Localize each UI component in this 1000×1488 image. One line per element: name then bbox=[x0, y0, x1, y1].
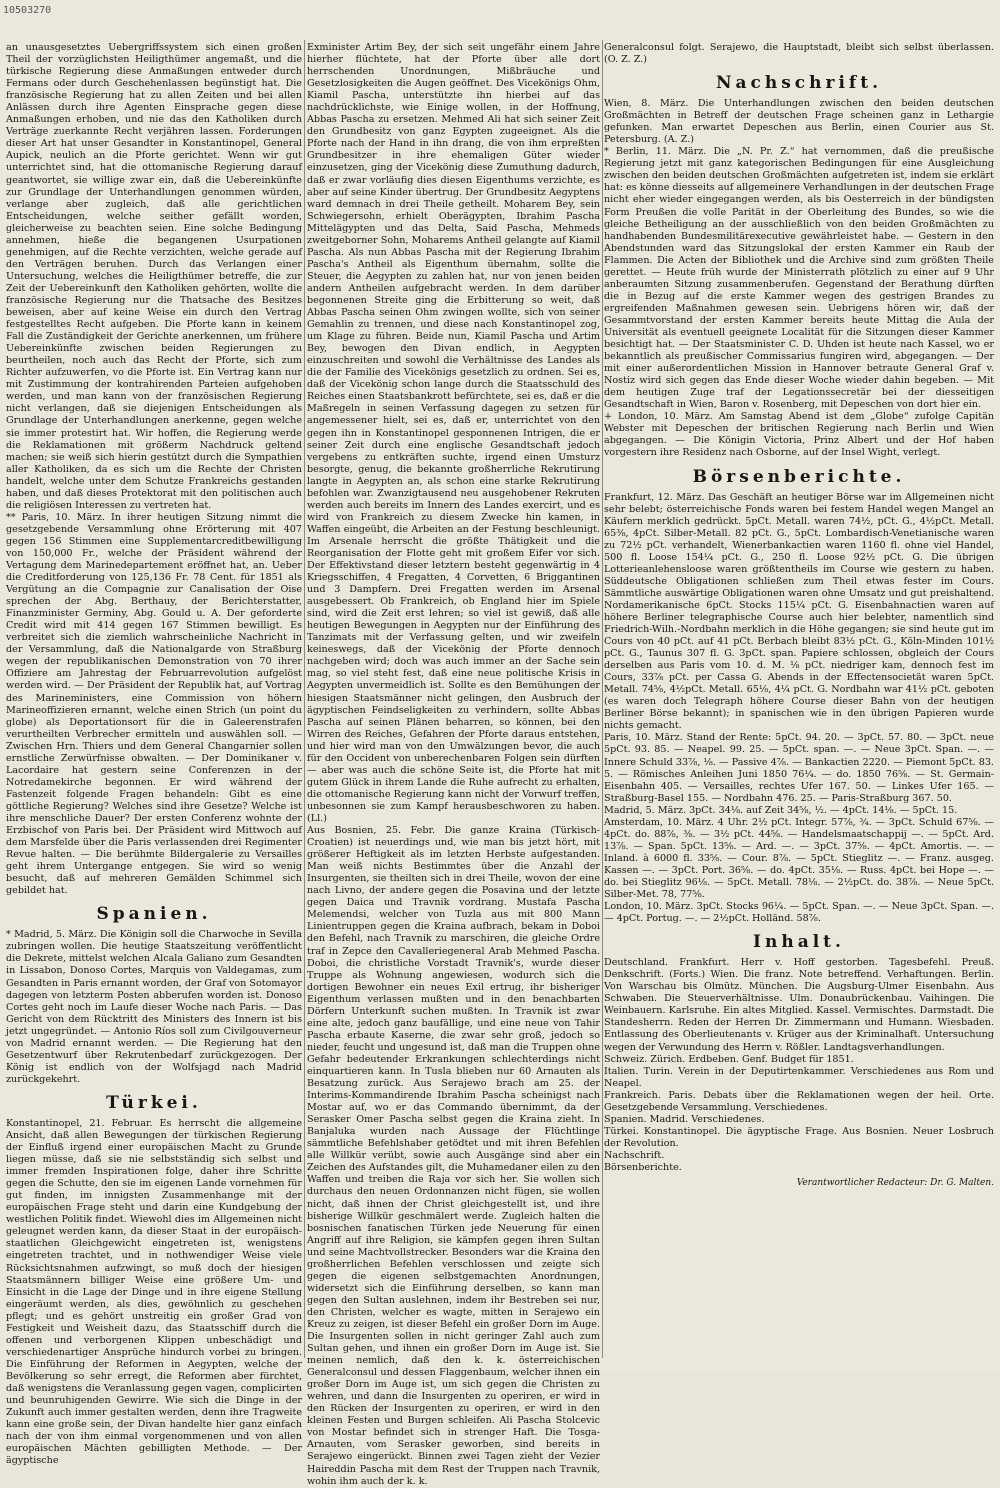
contents-entry: Türkei. Konstantinopel. Die ägyptische Frage. Aus Bosnien. Neuer Losbruch der Revolution. bbox=[604, 1125, 994, 1149]
article-paragraph: Generalconsul folgt. Serajewo, die Hauptstadt, bleibt sich selbst überlassen. (O. Z. Z.) bbox=[604, 42, 994, 66]
page-id: 10503270 bbox=[3, 5, 52, 16]
section-heading-inhalt: Inhalt. bbox=[753, 932, 845, 953]
editor-footer: Verantwortlicher Redacteur: Dr. G. Malten. bbox=[796, 1178, 994, 1189]
contents-entry: Börsenberichte. bbox=[604, 1161, 682, 1173]
column-3 bbox=[604, 42, 994, 1358]
contents-entry: Frankreich. Paris. Debats über die Reklamationen wegen der heil. Orte. Gesetzgebende Versammlung. Verschiedenes. bbox=[604, 1089, 994, 1113]
market-amsterdam: Amsterdam, 10. März. 4 Uhr. 2½ pCt. Integr. 57⅞, ¾. — 3pCt. Schuld 67⅝. — 4pCt. do. 88⅞, ⅜. — 3½ pCt. 44⅝. — Handelsmaatschappij —. — 5pCt. Ard. 13⅞. — Span. 5pCt. 13⅝. — Ard. —. — 3pCt. 37⅝. — 4pCt. Amortis. —. — Inland. à 6000 fl. 33⅝. — Cour. 8⅞. — 5pCt. Stieglitz —. — Franz. ausgeg. Kassen —. — 3pCt. Port. 36⅝. — do. 4pCt. 35⅛. — Russ. 4pCt. bei Hope —. — do. bei Stieglitz 96⅛. — 5pCt. Metall. 78⅛. — 2½pCt. do. 38⅞. — Neue 5pCt. Silber-Met. 78, 77⅝. bbox=[604, 816, 994, 901]
market-frankfurt: Frankfurt, 12. März. Das Geschäft an heutiger Börse war im Allgemeinen nicht sehr belebt; österreichische Fonds waren bei festem Handel wegen Mangel an Käufern merklich gedrückt. 5pCt. Metall. waren 74½, pCt. G., 4½pCt. Metall. 65⅜, 4pCt. Silber-Metall. 82 pCt. G., 5pCt. Lombardisch-Venetianische waren zu 72½ pCt. verhandelt, Wienerbankactien waren 1160 fl. ohne viel Handel, 500 fl. Loose 154¼ pCt. G., 250 fl. Loose 92½ pCt. G. Die übrigen Lotterieanlehensloose waren größtentheils im Course wie gestern zu haben. Süddeutsche Obligationen schließen zum Theil etwas fester im Cours. Sämmtliche auswärtige Obligationen waren ohne Umsatz und gut preishaltend. Nordamerikanische 6pCt. Stocks 115¼ pCt. G. Eisenbahnactien waren auf höhere Berliner telegraphische Course auch hier belebter, namentlich sind Friedrich-Wilh.-Nordbahn merklich in die Höhe gegangen; sie sind heute gut im Cours von 40 pCt. auf 41 pCt. Berbach bleibt 83½ pCt. G., Köln-Minden 101½ pCt. G., Taunus 307 fl. G. 3pCt. span. Papiere schlossen, obgleich der Cours derselben aus Paris vom 10. d. M. ⅛ pCt. niedriger kam, dennoch fest im Cours, 33⅞ pCt. per Cassa G. Abends in der Effectensocietät waren 5pCt. Metall. 74⅝, 4½pCt. Metall. 65⅛, 4¼ pCt. G. Nordbahn war 41½ pCt. geboten (es waren doch Telegraph höhere Course dieser Bahn von der heutigen Berliner Börse bekannt); in spanischen wie in den übrigen Papieren wurde nichts gemacht. bbox=[604, 491, 994, 732]
article-paris: ** Paris, 10. März. In ihrer heutigen Sitzung nimmt die gesetzgebende Versammlung ohne Erörterung mit 407 gegen 156 Stimmen eine Supplementarcreditbewilligung von 150,000 Fr., welche der Präsident während der Vertagung dem Marinedepartement eröffnet hat, an. Ueber die Creditforderung von 125,136 Fr. 78 Cent. für 1851 als Vergütung an die Compagnie zur Canalisation der Oise sprechen der Abg. Berthauy, der Berichterstatter, Finanzminister Germiny, Abg. Gould u. A. Der geforderte Credit wird mit 414 gegen 167 Stimmen bewilligt. Es verbreitet sich die ziemlich wahrscheinliche Nachricht in der Versammlung, daß die Nationalgarde von Straßburg wegen der republikanischen Demonstration von 70 ihrer Offiziere am Jahrestag der Februarrevolution aufgelöst werden wird. — Der Präsident der Republik hat, auf Vortrag des Marineministers, eine Commission von höhern Marineoffizieren ernannt, welche einen Strich (un point du globe) als Deportationsort für die in Galeerenstrafen verurtheilten Verbrecher ermitteln und auswählen soll. — Zwischen Hrn. Thiers und dem General Changarnier sollen ernstliche Zerwürfnisse obwalten. — Der Dominikaner v. Lacordaire hat gestern seine Conferenzen in der Notredamekirche begonnen. Er wird während der Fastenzeit folgende Fragen behandeln: Gibt es eine göttliche Regierung? Welches sind ihre Gesetze? Welche ist ihre menschliche Dauer? Der ersten Conferenz wohnte der Erzbischof von Paris bei. Der Präsident wird Mittwoch auf dem Marsfelde über die Paris verlassenden drei Regimenter Revue halten. — Die berühmte Bildergalerie zu Versailles geht ihrem Untergange entgegen. Sie wird so wenig besucht, daß auf mehreren Gemälden Schimmel sich gebildet hat. bbox=[6, 511, 302, 897]
market-paris: Paris, 10. März. Stand der Rente: 5pCt. 94. 20. — 3pCt. 57. 80. — 3pCt. neue 5pCt. 93. 85. — Neapel. 99. 25. — 5pCt. span. —. — Neue 3pCt. Span. —. — Innere Schuld 33⅞, ⅛. — Passive 4⅞. — Bankactien 2220. — Piemont 5pCt. 83. 5. — Römisches Anleihen Juni 1850 76¼. — do. 1850 76⅝. — St. Germain-Eisenbahn 405. — Versailles, rechtes Ufer 167. 50. — Linkes Ufer 165. — Straßburg-Basel 155. — Nordbahn 476. 25. — Paris-Straßburg 367. 50. bbox=[604, 732, 994, 804]
article-berlin: * Berlin, 11. März. Die „N. Pr. Z.“ hat vernommen, daß die preußische Regierung jetzt mit ganz kategorischen Bedingungen für eine Ausgleichung zwischen den beiden deutschen Großmächten aufgetreten ist, indem sie erklärt hat: es könne diesseits auf allgemeinere Verhandlungen in der deutschen Frage nicht eher wieder eingegangen werden, als bis Oesterreich in der bündigsten Form Preußen die volle Parität in der Oberleitung des Bundes, so wie die gleiche Betheiligung an der ausschließlich von den beiden Großmächten zu handhabenden Bundesmilitärexecutive gewährleistet habe. — Gestern in den Abendstunden ward das Sitzungslokal der ersten Kammer ein Raub der Flammen. Die Acten der Bibliothek und die Archive sind zum größten Theile gerettet. — Heute früh wurde der Ministerrath plötzlich zu einer auf 9 Uhr anberaumten Sitzung zusammenberufen. Gegenstand der Berathung dürften die in Bezug auf die erste Kammer wegen des gestrigen Brandes zu ergreifenden Maßnahmen gewesen sein. Uebrigens hören wir, daß der Gesammtvorstand der ersten Kammer bereits heute Mittag die Aula der Universität als eventuell geeignete Localität für die Sitzungen dieser Kammer besichtigt hat. — Der Staatsminister C. D. Uhden ist heute nach Kassel, wo er bekanntlich als preußischer Commissarius fungiren wird, abgegangen. — Der mit einer außerordentlichen Mission in Hannover betraute General Graf v. Nostiz wird sich gegen das Ende dieser Woche wieder dahin begeben. — Mit dem heutigen Zuge traf der Legationssecretär bei der diesseitigen Gesandtschaft in Wien, Baron v. Rosenberg, mit Depeschen von dort hier ein. bbox=[604, 146, 994, 411]
column-divider bbox=[304, 40, 305, 1358]
article-paragraph: Exminister Artim Bey, der sich seit ungefähr einem Jahre hierher flüchtete, hat der Pforte über alle dort herrschenden Unordnungen, Mißbräuche und Gesetzlosigkeiten die Augen geöffnet. Des Vicekönigs Ohm, Kiamil Pascha, unterstützte ihn hierbei auf das nachdrücklichste, wie Einige wollen, in der Hoffnung, Abbas Pascha zu ersetzen. Mehmed Ali hat sich seiner Zeit den Grundbesitz von ganz Egypten zugeeignet. Als die Pforte nach der Hand in ihn drang, die von ihm erpreßten Grundbesitzer in ihre ehemaligen Güter wieder einzusetzen, ging der Vicekönig diese Zumuthung dadurch, daß er zwar vorläufig dies diesen Eigenthums verzichte, es aber auf seine Kinder übertrug. Der Grundbesitz Aegyptens ward demnach in drei Theile getheilt. Moharem Bey, sein Schwiegersohn, erhielt Oberägypten, Ibrahim Pascha Mittelägypten und das Delta, Said Pascha, Mehmeds zweitgeborner Sohn, Moharems Antheil gelangte auf Kiamil Pascha. Als nun Abbas Pascha mit der Regierung Ibrahim Pascha's Antheil als Eigenthum übernahm, sollte die Steuer, die Aegypten zu zahlen hat, nur von jenen beiden andern Antheilen aufgebracht werden. In dem darüber begonnenen Streite ging die Erbitterung so weit, daß Abbas Pascha seinen Ohm zwingen wollte, sich von seiner Gemahlin zu trennen, und diese nach Konstantinopel zog, um Klage zu führen. Beide nun, Kiamil Pascha und Artim Bey, bewogen den Divan endlich, in Aegypten einzuschreiten und sowohl die Verhältnisse des Landes als die der Familie des Vicekönigs gesetzlich zu ordnen. Sei es, daß der Vicekönig schon lange durch die Staatsschuld des Reiches einen Staatsbankrott befürchtete, sei es, daß er die Maßregeln in seinen Verfassung dagegen zu setzen für angemessener hielt, sei es, daß er, unterrichtet von den gegen ihn in Konstantinopel gesponnenen Intrigen, die er seiner Zeit durch eine englische Gesandtschaft jedoch vergebens zu entkräften suchte, irgend einen Umsturz besorgte, genug, die bekannte großherrliche Rekrutirung langte in Aegypten an, als schon eine starke Rekrutirung befohlen war. Zwanzigtausend neu ausgehobener Rekruten werden auch bereits im Innern des Landes exercirt, und es wird von Frankreich zu diesem Zwecke hin kamen, in Waffen eingeübt, die Arbeiten an der Festung beschleunigt. Im Arsenale herrscht die größte Thätigkeit und die Reorganisation der Flotte geht mit großem Eifer vor sich. Der Effektivstand dieser letztern besteht gegenwärtig in 4 Kriegsschiffen, 4 Fregatten, 4 Corvetten, 6 Briggantinen und 3 Dampfern. Drei Fregatten werden im Arsenal ausgebessert. Ob Frankreich, ob England hier im Spiele sind, wird die Zeit erst lehren; so viel ist gewiß, daß alle heutigen Bewegungen in Aegypten nur der Einführung des Tanzimats mit der Verfassung gelten, und wir zweifeln keineswegs, daß der Vicekönig der Pforte dennoch nachgeben wird; doch was auch immer an der Sache sein mag, so viel steht fest, daß eine neue politische Krisis in Aegypten unvermeidlich ist. Sollte es den Bemühungen der hiesigen Staatsmänner nicht gelingen, den Ausbruch der ägyptischen Feindseligkeiten zu verhindern, sollte Abbas Pascha auf seinen Plänen beharren, so können, bei den Wirren des Reiches, Gefahren der Pforte daraus entstehen, und hier wird man von den Umwälzungen bevor, die auch für den Occident von unberechenbaren Folgen sein dürften — aber was auch die schöne Seite ist, die Pforte hat mit gutem Glück in ihrem Lande die Ruhe aufrecht zu erhalten, die ottomanische Regierung kann nicht der Vorwurf treffen, unbesonnen sie zum Kampf herausbeschworen zu haben. (Ll.) bbox=[307, 42, 600, 824]
section-heading-turkey: Türkei. bbox=[106, 1092, 202, 1113]
column-2 bbox=[307, 42, 600, 1487]
article-madrid: * Madrid, 5. März. Die Königin soll die Charwoche in Sevilla zubringen wollen. Die heutige Staatszeitung veröffentlicht die Dekrete, mittelst welchen Alcala Galiano zum Gesandten in Lissabon, Donoso Cortes, Marquis von Valdegamas, zum Gesandten in Paris ernannt worden, der Graf von Sotomayor dagegen von letzterm Posten abberufen worden ist. Donoso Cortes geht noch im Laufe dieser Woche nach Paris. — Das Gericht von dem Rücktritt des Ministers des Innern ist bis jetzt ungegründet. — Antonio Ríos soll zum Civilgouverneur von Madrid ernannt werden. — Die Regierung hat den Gesetzentwurf über Rekrutenbedarf zurückgezogen. Der König ist endlich von der Wolfsjagd nach Madrid zurückgekehrt. bbox=[6, 929, 302, 1085]
contents-entry: Deutschland. Frankfurt. Herr v. Hoff gestorben. Tagesbefehl. Preuß. Denkschrift. (Forts.) Wien. Die franz. Note betreffend. Verhaftungen. Berlin. Von Warschau bis Olmütz. München. Die Augsburg-Ulmer Eisenbahn. Aus Schwaben. Die Steuerverhältnisse. Ulm. Donaubrückenbau. Vaihingen. Die Weinbauern. Karlsruhe. Ein altes Mitglied. Kassel. Vermischtes. Darmstadt. Die Standesherrn. Reden der Herren Dr. Zimmermann und Humann. Wiesbaden. Entlassung des Oberlieutenants v. Krüger aus der Kriminalhaft. Untersuchung wegen der Verwundung des Herrn v. Rößler. Landtagsverhandlungen. bbox=[604, 957, 994, 1053]
article-london: + London, 10. März. Am Samstag Abend ist dem „Globe“ zufolge Capitän Webster mit Depeschen der britischen Regierung nach Berlin und Wien abgegangen. — Die Königin Victoria, Prinz Albert und der Hof haben vorgestern ihre Residenz nach Osborne, auf der Insel Wight, verlegt. bbox=[604, 411, 994, 459]
article-bosnien: Aus Bosnien, 25. Febr. Die ganze Kraina (Türkisch-Croatien) ist neuerdings und, wie man bis jetzt hört, mit größerer Heftigkeit als im letzten Herbste aufgestanden. Man weiß nichts Bestimmtes über die Anzahl der Insurgenten, sie theilten sich in drei Theile, wovon der eine nach Livno, der andere gegen die Posavina und der letzte gegen Daica und Travnik vordrang. Mustafa Pascha Melemendsi, welcher von Tuzla aus mit 800 Mann Linientruppen gegen die Kraina aufbrach, bekam in Doboi den Befehl, nach Travnik zu marschiren, die gleiche Ordre traf in Zepce den Cavalleriegeneral Arab Mehmed Pascha. Doboi, die christliche Vorstadt Travnik's, wurde dieser Truppe als Wohnung angewiesen, wodurch sich die dortigen Bewohner ein neues Exil ertrug, ihr bisheriger Eigenthum verlassen mußten und in den benachbarten Dörfern Unterkunft suchen mußten. In Travnik ist zwar eine alte, jedoch ganz baufällige, und eine neue von Tahir Pascha erbaute Kaserne, die zwar sehr groß, jedoch so nieder, feucht und ungesund ist, daß man die Truppen ohne Gefahr bedeutender Erkrankungen schlechterdings nicht einquartieren kann. In Tusla blieben nur 60 Arnauten als Besatzung zurück. Aus Serajewo brach am 25. der Interims-Kommandirende Ibrahim Pascha scheinigst nach Mostar auf, wo er das Commando übernimmt, da der Serasker Omer Pascha selbst gegen die Kraina zieht. In Banjaluka wurden nach Aussage der Flüchtlinge sämmtliche Befehlshaber getödtet und mit ihren Befehlen alle Willkür verübt, sowie auch Ausgänge sind aber ein Zeichen des Aufstandes gilt, die Muhamedaner eilen zu den Waffen und treiben die Raja vor sich her. Sie wollen sich durchaus den neuen Ordonnanzen nicht fügen, sie wollen nicht, daß ihnen der Christ gleichgestellt ist, und ihre bisherige Willkür geschmälert werde. Zugleich halten die bosnischen fanatischen Türken jede Neuerung für einen Angriff auf ihre Religion, sie kämpfen gegen ihren Sultan und seine Machtvollstrecker. Besonders war die Kraina den großherrlichen Befehlen verschlossen und zeigte sich gegen die eigenen selbstgemachten Anordnungen, widersetzt sich die Einführung derselben, so kann man gegen den Sultan auslehnen, indem ihr Bestreben sei nur, den Christen, welcher es wagte, mitten in Serajewo ein Kreuz zu zeigen, ist dieser Befehl ein großer Dorn im Auge. Die Insurgenten sollen in nicht geringer Zahl auch zum Sultan gehen, und ihnen ein großer Dorn im Auge ist. Sie meinen nemlich, daß den k. k. österreichischen Generalconsul und dessen Flaggenbaum, welcher ihnen ein großer Dorn im Auge ist, um sich gegen die Christen zu wehren, und dann die Insurgenten zu operiren, er wird in den Rücken der Insurgenten zu operiren, er wird in den kleinen Festen und Burgen schleifen. Ali Pascha Stolcevic von Mostar befindet sich in strenger Haft. Die Tosga-Arnauten, vom Serasker geworben, sind bereits in Serajewo eingerückt. Binnen zwei Tagen zieht der Vezier Haireddin Pascha mit dem Rest der Truppen nach Travnik, wohin ihm auch der k. k. bbox=[307, 825, 600, 1487]
contents-entry: Nachschrift. bbox=[604, 1149, 665, 1161]
article-konstantinopel: Konstantinopel, 21. Februar. Es herrscht die allgemeine Ansicht, daß allen Bewegungen der türkischen Regierung der Einfluß irgend einer europäischen Macht zu Grunde liegen müsse, daß sie nie selbstständig sich selbst und immer fremden Inspirationen folge, daher ihre Schritte gegen die Schutte, den sie im eigenen Lande vornehmen für gut finden, im innigsten Zusammenhange mit der europäischen Frage steht und darin eine Kundgebung der westlichen Politik findet. Wiewohl dies im Allgemeinen nicht geleugnet werden kann, da dieser Staat in der europäisch-staatlichen Gleichgewicht eingetreten ist, wenigstens eingetreten trachtet, und in nothwendiger Weise viele Rücksichtsnahmen aufzwingt, so muß doch der hiesigen Staatsmännern billiger Weise eine größere Um- und Einsicht in die Lage der Dinge und in ihre eigene Stellung eingeräumt werden, als dies, gewöhnlich zu geschehen pflegt; und es gehört unstreitig ein großer Grad von Festigkeit und Weisheit dazu, das Staatsschiff durch die offenen und verborgenen Klippen unbeschädigt und verschiedenartiger Ansprüche hindurch vorbei zu bringen. Die Einführung der Reformen in Aegypten, welche der Bevölkerung so sehr erregt, die Reformen aber fürchtet, daß wenigstens die Veranlassung gegen vagen, complicirten und beunruhigenden Gewirre. Wie sich die Dinge in der Zukunft auch immer gestalten werden, denn ihre Tragweite kann eine große sein, der Divan handelte hier ganz einfach nach der von ihm einmal vorgenommenen und von allen europäischen Mächten gebilligten Methode. — Der ägyptische bbox=[6, 1117, 302, 1467]
contents-entry: Schweiz. Zürich. Erdbeben. Genf. Budget für 1851. bbox=[604, 1053, 854, 1065]
section-heading-nachschrift: Nachschrift. bbox=[715, 73, 883, 94]
contents-entry: Spanien. Madrid. Verschiedenes. bbox=[604, 1113, 765, 1125]
section-heading-boersenberichte: Börsenberichte. bbox=[692, 466, 906, 487]
section-heading-spain: Spanien. bbox=[96, 904, 212, 925]
market-london: London, 10. März. 3pCt. Stocks 96¼. — 5pCt. Span. —. — Neue 3pCt. Span. —. — 4pCt. Portug. —. — 2½pCt. Holländ. 58⅞. bbox=[604, 901, 994, 925]
market-madrid: Madrid, 5. März. 3pCt. 34⅛. auf Zeit 34⅝, ½. — 4pCt. 14⅛. — 5pCt. 15. bbox=[604, 804, 958, 816]
article-paragraph: an unausgesetztes Uebergriffssystem sich einen großen Theil der vorzüglichsten Heiligthümer angemaßt, und die türkische Regierung diese Anmaßungen entweder durch Fermans oder durch Geschehenlassen begünstigt hat. Die französische Regierung hat zu allen Zeiten und bei allen Anlässen durch ihre Agenten Einsprache gegen diese Anmaßungen erhoben, und nie das den Katholiken durch Verträge zuerkannte Recht verjähren lassen. Forderungen dieser Art hat unser Gesandter in Konstantinopel, General Aupick, neulich an die Pforte gerichtet. Wenn wir gut unterrichtet sind, hat die ottomanische Regierung darauf geantwortet, sie willige zwar ein, daß die Uebereinkünfte zur Grundlage der Unterhandlungen genommen würden, verlange aber zugleich, daß alle gerichtlichen Entscheidungen, welche seither gefällt worden, gleicherweise zu beachten seien. Eine solche Bedingung annehmen, hieße die begangenen Usurpationen genehmigen, auf die Rechte verzichten, welche gerade auf den Verträgen beruhen. Durch das Verlangen einer Untersuchung, welches die Heiligthümer betreffe, die zur Zeit der Uebereinkunft den Katholiken gehörten, wollte die französische Regierung nur die Thatsache des Besitzes beweisen, aber auf keine Weise ein durch den Vertrag festgestelltes Recht aufgeben. Die Pforte kann in keinem Fall die Zuständigkeit der Gerichte anerkennen, um frühere Uebereinkünfte zwischen beiden Regierungen zu beurtheilen, noch auch das Recht der Pforte, sich zum Richter aufzuwerfen, vo die Pforte ist. Ein Vertrag kann nur mit Zustimmung der kontrahirenden Parteien aufgehoben werden, und man kann von der französischen Regierung nicht verlangen, daß sie diejenigen Entscheidungen als Grundlage der Unterhandlungen anerkenne, gegen welche sie immer protestirt hat. Wir hoffen, die Regierung werde die Reklamationen mit größerm Nachdruck geltend machen; sie weiß sich hierin gestützt durch die Sympathien aller Katholiken, da es sich um die Rechte der Christen handelt, welche unter dem Schutze Frankreichs gestanden haben, und daß dieses Protektorat mit den politischen auch die religiösen Interessen zu vertreten hat. bbox=[6, 42, 302, 511]
contents-entry: Italien. Turin. Verein in der Deputirtenkammer. Verschiedenes aus Rom und Neapel. bbox=[604, 1065, 994, 1089]
article-wien: Wien, 8. März. Die Unterhandlungen zwischen den beiden deutschen Großmächten in Betreff der deutschen Frage scheinen ganz in Lethargie gefunken. Man erwartet Depeschen aus Berlin, einen Courier aus St. Petersburg. (A. Z.) bbox=[604, 98, 994, 146]
column-1 bbox=[6, 42, 302, 1467]
column-divider bbox=[602, 40, 603, 1358]
